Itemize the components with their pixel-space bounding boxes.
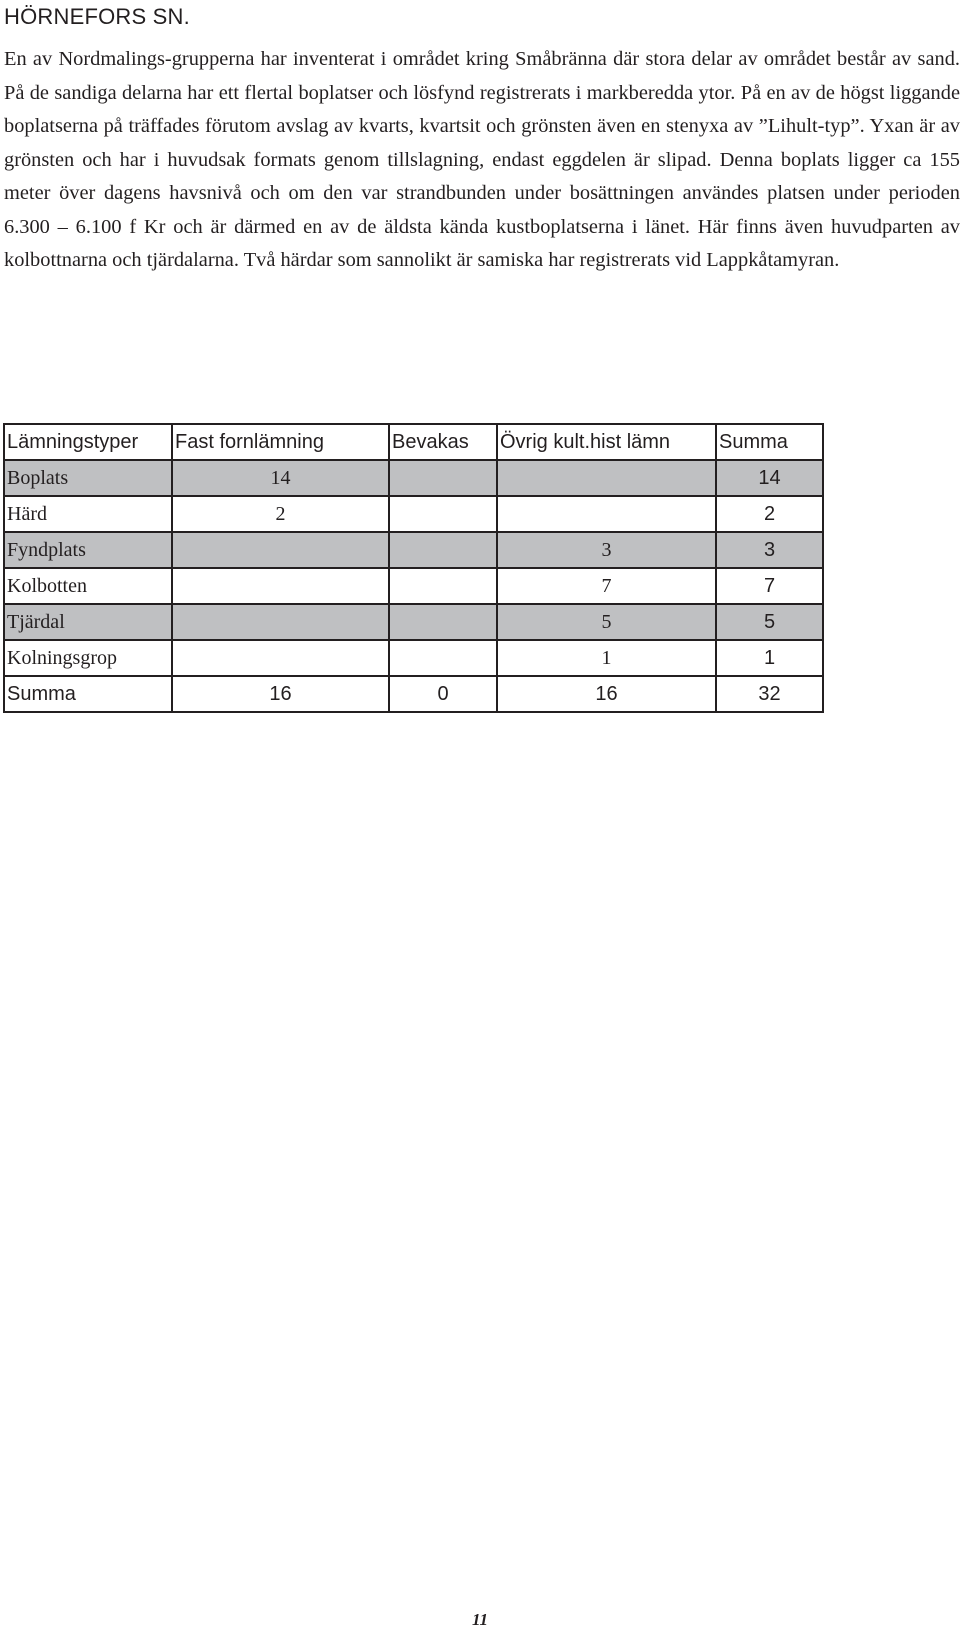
table-row: [4, 640, 823, 676]
section-heading: HÖRNEFORS SN.: [4, 4, 190, 29]
total-summa: 32: [716, 676, 823, 712]
cell-bevakas: [389, 496, 497, 532]
cell-summa: 14: [716, 460, 823, 496]
total-bevakas: 0: [389, 676, 497, 712]
header-lamningstyper: Lämningstyper: [4, 424, 172, 460]
header-bevakas: Bevakas: [389, 424, 497, 460]
cell-fast-fornlamning: [172, 640, 389, 676]
table-row: [4, 568, 823, 604]
table-row: [4, 604, 823, 640]
table-total-row: [4, 676, 823, 712]
cell-bevakas: [389, 568, 497, 604]
cell-bevakas: [389, 604, 497, 640]
table-header-row: [4, 424, 823, 460]
total-fast-fornlamning: 16: [172, 676, 389, 712]
cell-bevakas: [389, 640, 497, 676]
cell-ovrig: 3: [497, 532, 716, 568]
table-row: [4, 496, 823, 532]
cell-fast-fornlamning: [172, 532, 389, 568]
row-type: Kolningsgrop: [4, 640, 172, 676]
header-ovrig-kult-hist-lamn: Övrig kult.hist lämn: [497, 424, 716, 460]
header-summa: Summa: [716, 424, 823, 460]
cell-fast-fornlamning: [172, 568, 389, 604]
body-paragraph: En av Nordmalings-grupperna har inventerat i området kring Småbränna där stora delar av området består av sand. På de sandiga delarna har ett flertal boplatser och lösfynd registrerats i markberedda ytor. På en av de högst liggande boplatserna på träffades förutom avslag av kvarts, kvartsit och grönsten även en stenyxa av ”Lihult-typ”. Yxan är av grönsten och har i huvudsak formats genom tillslagning, endast eggdelen är slipad. Denna boplats ligger ca 155 meter över dagens havsnivå och om den var strandbunden under bosättningen användes platsen under perioden 6.300 – 6.100 f Kr och är därmed en av de äldsta kända kustboplatserna i länet. Här finns även huvudparten av kolbottnarna och tjärdalarna. Två härdar som sannolikt är samiska har registrerats vid Lappkåtamyran.: [4, 48, 960, 271]
row-type: Kolbotten: [4, 568, 172, 604]
cell-ovrig: [497, 496, 716, 532]
row-type: Fyndplats: [4, 532, 172, 568]
table-row: [4, 460, 823, 496]
cell-fast-fornlamning: 2: [172, 496, 389, 532]
cell-ovrig: 1: [497, 640, 716, 676]
cell-bevakas: [389, 460, 497, 496]
cell-bevakas: [389, 532, 497, 568]
total-ovrig: 16: [497, 676, 716, 712]
table-row: [4, 532, 823, 568]
cell-summa: 2: [716, 496, 823, 532]
cell-fast-fornlamning: [172, 604, 389, 640]
cell-summa: 7: [716, 568, 823, 604]
cell-ovrig: 5: [497, 604, 716, 640]
cell-summa: 5: [716, 604, 823, 640]
cell-ovrig: [497, 460, 716, 496]
total-label: Summa: [4, 676, 172, 712]
cell-summa: 1: [716, 640, 823, 676]
cell-summa: 3: [716, 532, 823, 568]
header-fast-fornlamning: Fast fornlämning: [172, 424, 389, 460]
row-type: Boplats: [4, 460, 172, 496]
cell-fast-fornlamning: 14: [172, 460, 389, 496]
inventory-table: [3, 423, 824, 713]
row-type: Tjärdal: [4, 604, 172, 640]
cell-ovrig: 7: [497, 568, 716, 604]
row-type: Härd: [4, 496, 172, 532]
page-number: 11: [471, 1610, 489, 1629]
